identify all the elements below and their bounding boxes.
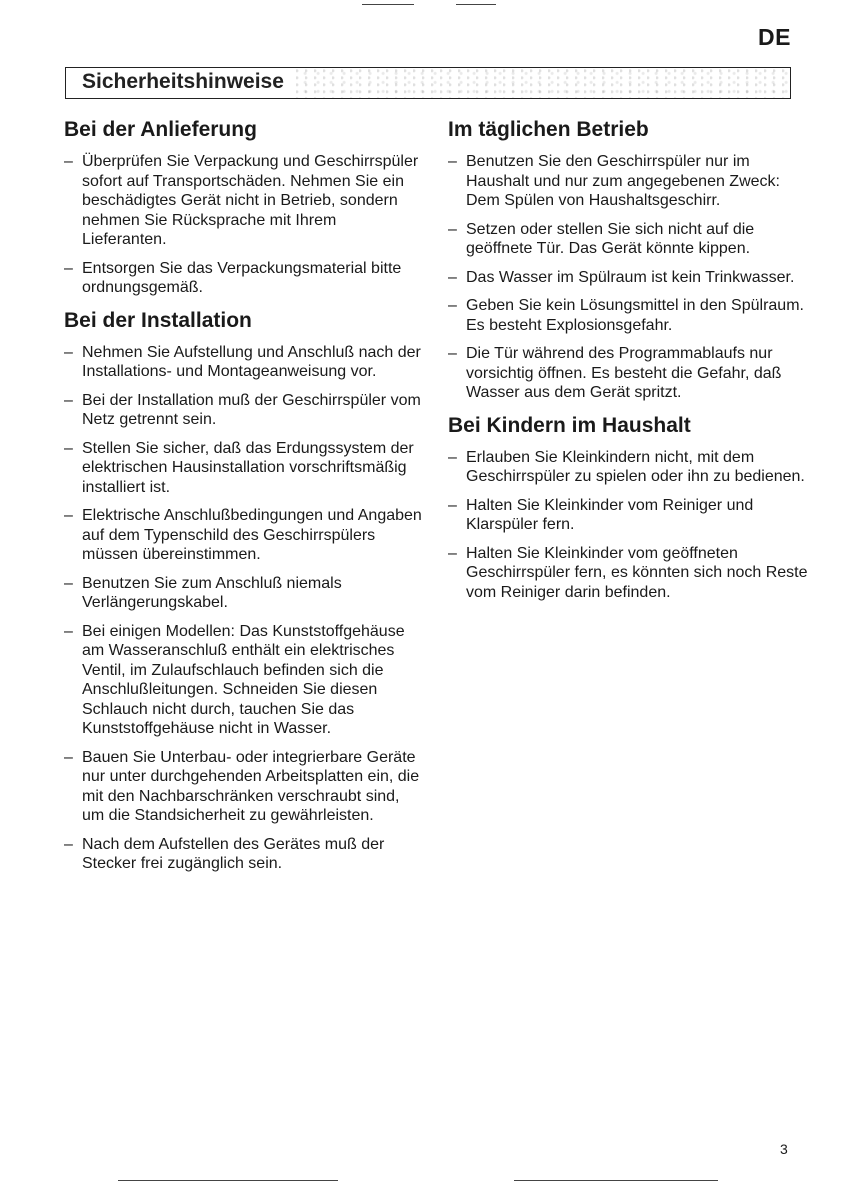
top-rule-right [456,4,496,5]
right-column [448,116,808,611]
bottom-rule-left [118,1180,338,1181]
list-children [448,448,808,603]
list-item: – Bauen Sie Unterbau- oder integrierbare Geräte nur unter durchgehenden Arbeitsplatten ein, die mit den Nachbarschränken verschraubt sind, um die Standsicherheit zu gewährleisten. [64,748,424,826]
list-item: – Setzen oder stellen Sie sich nicht auf die geöffnete Tür. Das Gerät könnte kippen. [448,220,808,259]
language-code: DE [758,24,791,50]
section-banner [65,67,791,99]
list-item: – Nach dem Aufstellen des Gerätes muß der Stecker frei zugänglich sein. [64,835,424,874]
list-item: – Benutzen Sie zum Anschluß niemals Verlängerungskabel. [64,574,424,613]
list-item: – Erlauben Sie Kleinkindern nicht, mit dem Geschirrspüler zu spielen oder ihn zu bedienen. [448,448,808,487]
heading-installation: Bei der Installation [64,308,252,332]
list-daily [448,152,808,403]
list-item: – Geben Sie kein Lösungsmittel in den Spülraum. Es besteht Explosionsgefahr. [448,296,808,335]
bottom-rule-right [514,1180,718,1181]
list-item: – Halten Sie Kleinkinder vom geöffneten Geschirrspüler fern, es könnten sich noch Reste vom Reiniger darin befinden. [448,544,808,603]
page-number: 3 [780,1141,788,1157]
list-item: – Entsorgen Sie das Verpackungsmaterial bitte ordnungsgemäß. [64,259,424,298]
list-item: – Die Tür während des Programmablaufs nur vorsichtig öffnen. Es besteht die Gefahr, daß Wasser aus dem Gerät spritzt. [448,344,808,403]
list-delivery [64,152,424,298]
top-rule-left [362,4,414,5]
list-item: – Bei einigen Modellen: Das Kunststoffgehäuse am Wasseranschluß enthält ein elektrisches Ventil, im Zulaufschlauch befinden sich die Anschlußleitungen. Schneiden Sie diesen Schlauch nicht durch, tauchen Sie das Kunststoffgehäuse nicht in Wasser. [64,622,424,739]
list-installation [64,343,424,874]
list-item: – Überprüfen Sie Verpackung und Geschirrspüler sofort auf Transportschäden. Nehmen Sie ein beschädigtes Gerät nicht in Betrieb, sondern nehmen Sie Rücksprache mit Ihrem Lieferanten. [64,152,424,250]
heading-children: Bei Kindern im Haushalt [448,413,691,437]
list-item: – Stellen Sie sicher, daß das Erdungssystem der elektrischen Hausinstallation vorschriftsmäßig installiert ist. [64,439,424,498]
list-item: – Nehmen Sie Aufstellung und Anschluß nach der Installations- und Montageanweisung vor. [64,343,424,382]
heading-delivery: Bei der Anlieferung [64,118,257,141]
list-item: – Das Wasser im Spülraum ist kein Trinkwasser. [448,268,808,288]
list-item: – Elektrische Anschlußbedingungen und Angaben auf dem Typenschild des Geschirrspülers müssen übereinstimmen. [64,506,424,565]
list-item: – Benutzen Sie den Geschirrspüler nur im Haushalt und nur zum angegebenen Zweck: Dem Spülen von Haushaltsgeschirr. [448,152,808,211]
left-column [64,116,424,883]
page-title: Sicherheitshinweise [82,70,284,93]
list-item: – Bei der Installation muß der Geschirrspüler vom Netz getrennt sein. [64,391,424,430]
list-item: – Halten Sie Kleinkinder vom Reiniger und Klarspüler fern. [448,496,808,535]
heading-daily: Im täglichen Betrieb [448,118,649,141]
